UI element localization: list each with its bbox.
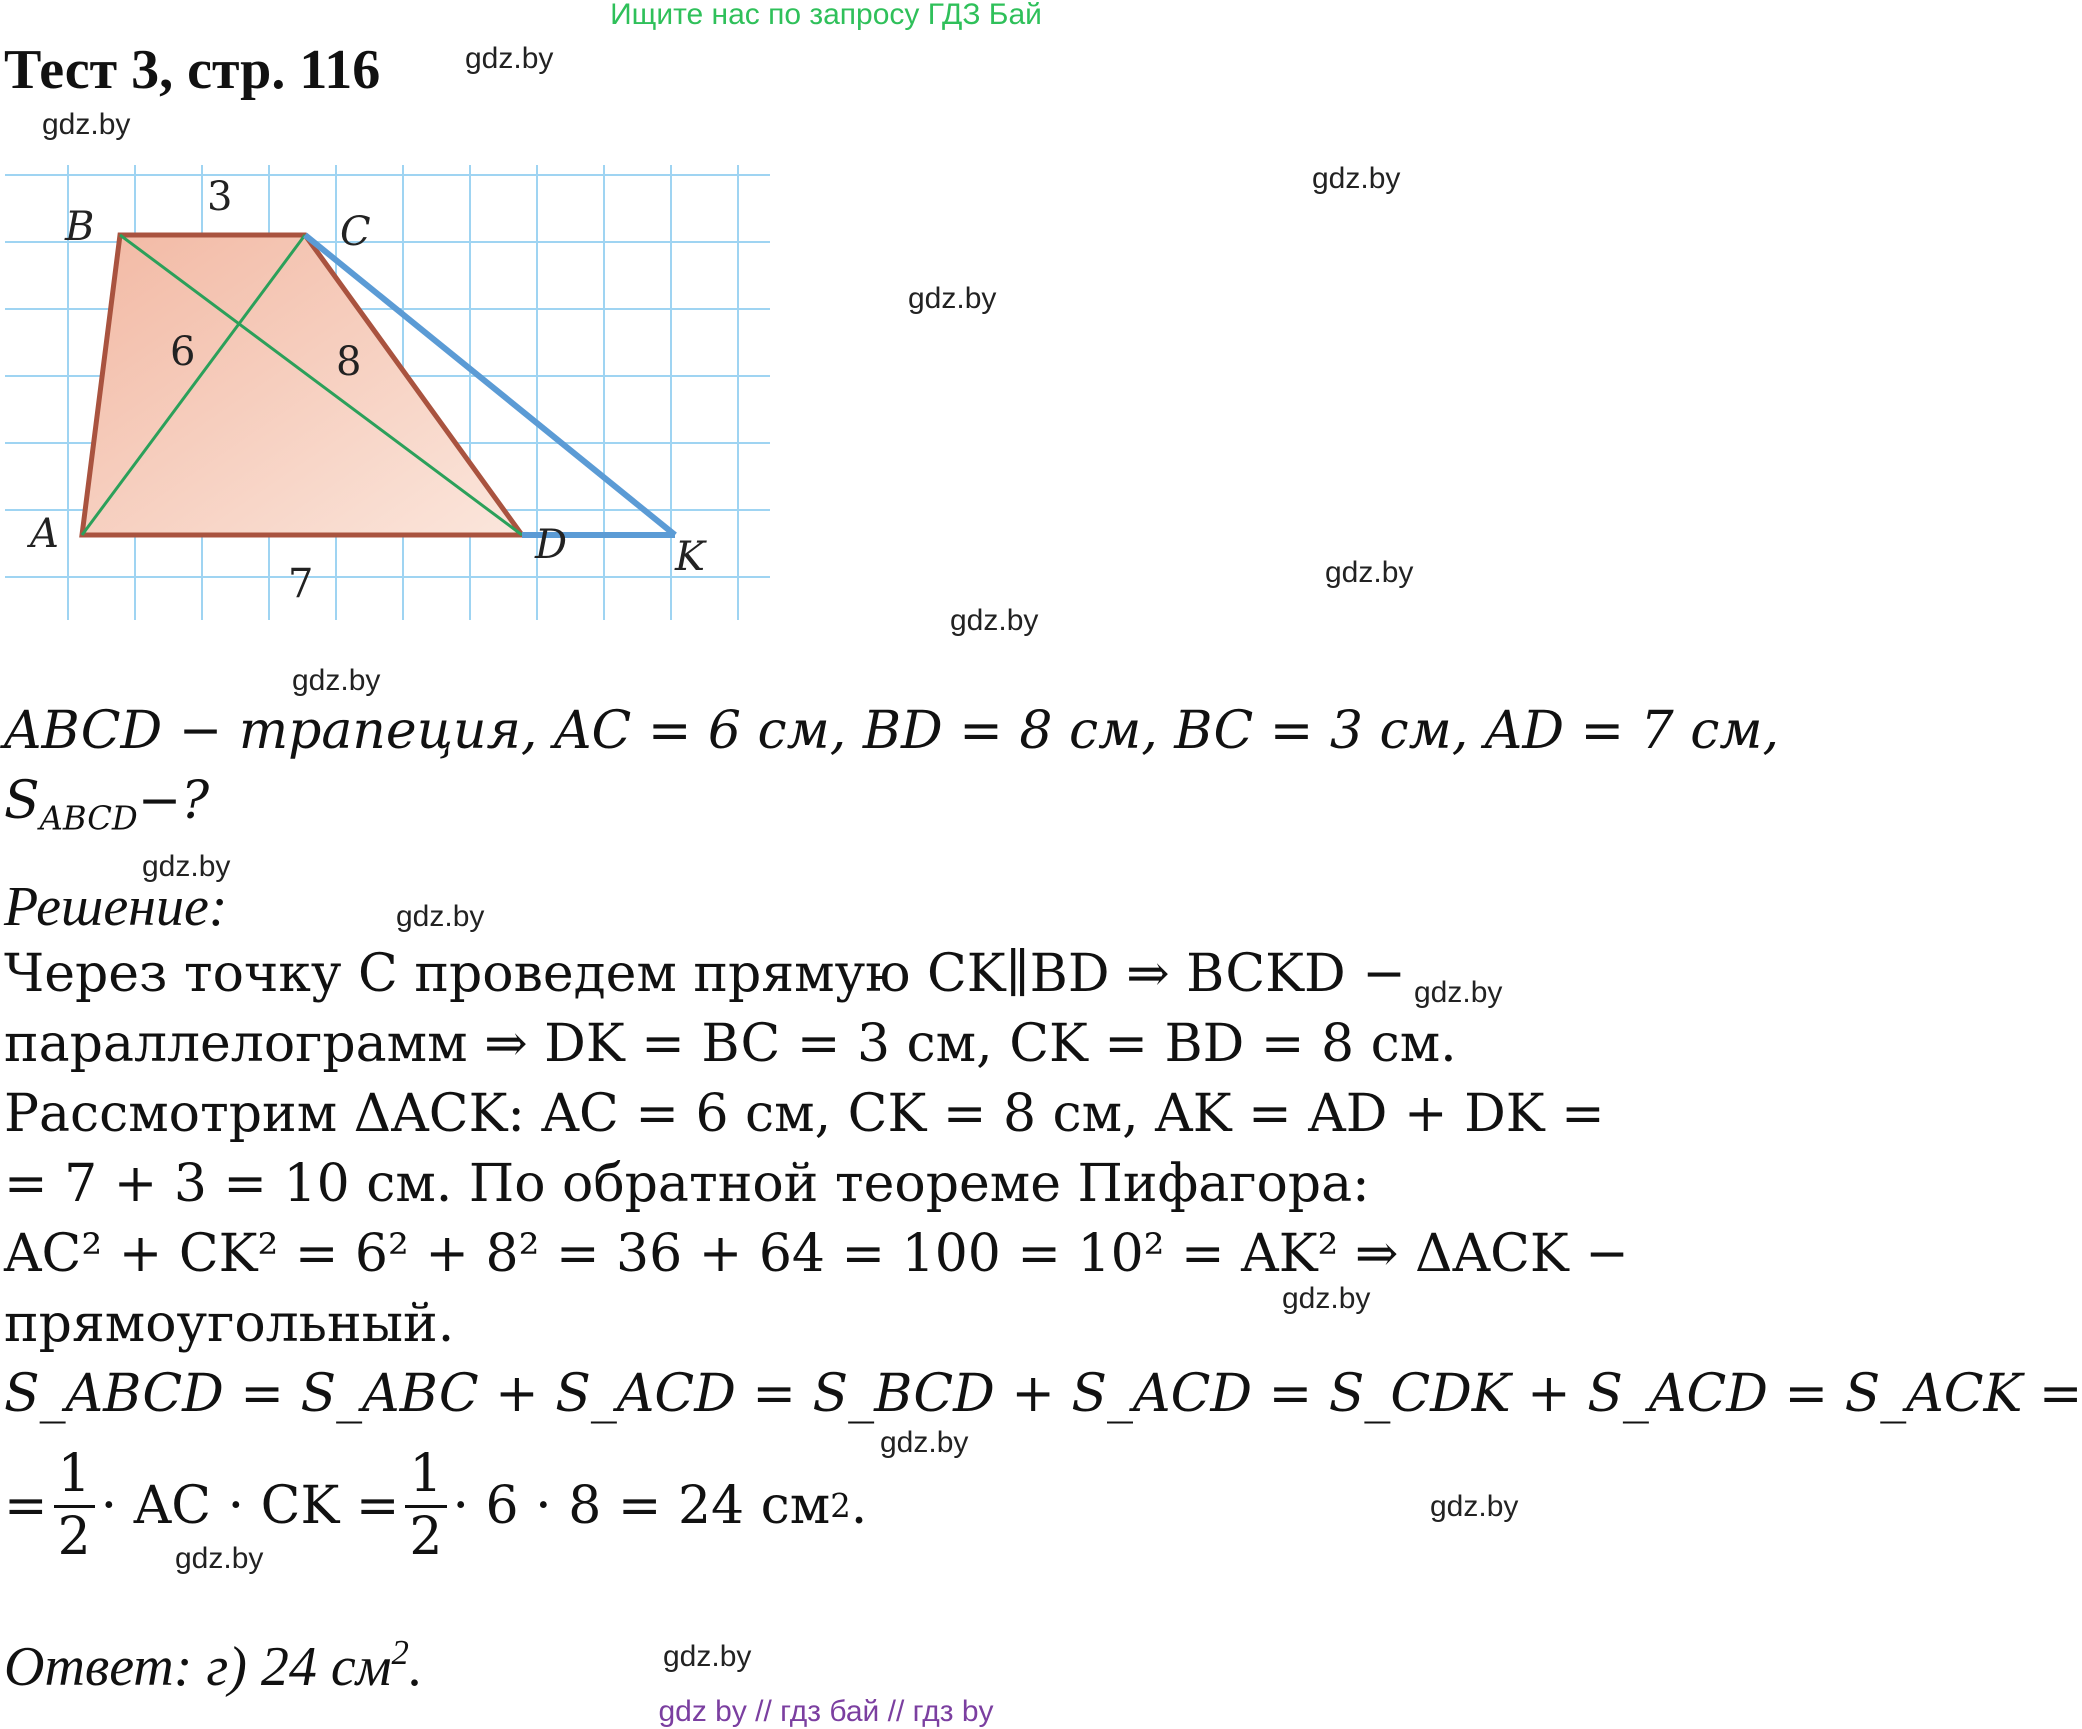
watermark: gdz.by (292, 664, 381, 697)
product-expression: · AC · CK = (100, 1476, 400, 1537)
vertex-b-label: B (65, 204, 95, 250)
fraction-numerator: 1 (54, 1445, 95, 1508)
trapezoid-figure (0, 165, 780, 625)
watermark: gdz.by (1312, 162, 1401, 195)
fraction-numerator: 1 (405, 1445, 446, 1508)
length-bd-label: 8 (336, 339, 362, 385)
equals-sign: = (4, 1476, 48, 1537)
trapezoid-abcd (82, 235, 522, 535)
solution-line-3: Рассмотрим ΔACK: AC = 6 см, CK = 8 см, AK = AD + DK = (4, 1084, 1605, 1144)
vertex-a-label: A (30, 511, 59, 557)
question-mark: −? (137, 771, 210, 831)
solution-heading: Решение: (4, 876, 228, 938)
watermark: gdz.by (1282, 1282, 1371, 1315)
area-symbol: S (4, 771, 40, 831)
watermark: gdz.by (465, 42, 554, 75)
watermark: gdz.by (175, 1542, 264, 1575)
problem-line-2 (4, 771, 210, 838)
answer-superscript: 2 (391, 1633, 409, 1673)
watermark: gdz.by (1414, 976, 1503, 1009)
fraction-denominator: 2 (409, 1506, 443, 1567)
watermark: gdz.by (1430, 1490, 1519, 1523)
result-expression: · 6 · 8 = 24 см (452, 1476, 831, 1537)
length-bc-label: 3 (207, 174, 233, 220)
solution-line-1: Через точку C проведем прямую CK∥BD ⇒ BCKD − (4, 944, 1406, 1004)
answer-end: . (408, 1636, 423, 1698)
area-subscript: ABCD (39, 799, 138, 838)
fraction-denominator: 2 (57, 1506, 91, 1567)
vertex-d-label: D (535, 522, 568, 568)
fraction-one-half (405, 1445, 446, 1568)
solution-line-6: прямоугольный. (4, 1294, 455, 1354)
search-hint-link[interactable]: Ищите нас по запросу ГДЗ Бай (610, 0, 1042, 31)
fraction-one-half (54, 1445, 95, 1568)
watermark: gdz.by (663, 1640, 752, 1673)
solution-line-4: = 7 + 3 = 10 см. По обратной теореме Пифагора: (4, 1154, 1370, 1214)
watermark: gdz.by (908, 282, 997, 315)
problem-line-1: ABCD − трапеция, AC = 6 см, BD = 8 см, BC = 3 см, AD = 7 см, (4, 701, 1780, 761)
watermark: gdz.by (396, 900, 485, 933)
watermark: gdz.by (42, 108, 131, 141)
length-ad-label: 7 (288, 561, 314, 607)
watermark: gdz.by (950, 604, 1039, 637)
solution-line-8: = $\frac{1}{2}$ · AC · CK = $\frac{1}{2}$ · 6 · 8 = 24 см 2 . (4, 1444, 868, 1567)
watermark: gdz.by (142, 850, 231, 883)
answer-line (4, 1635, 423, 1699)
vertex-k-label: K (675, 534, 705, 580)
solution-line-5: AC² + CK² = 6² + 8² = 36 + 64 = 100 = 10² = AK² ⇒ ΔACK − (4, 1224, 1629, 1284)
solution-line-7: S_ABCD = S_ABC + S_ACD = S_BCD + S_ACD = S_CDK + S_ACD = S_ACK = (4, 1364, 2082, 1424)
length-ac-label: 6 (170, 329, 196, 375)
page-title: Тест 3, стр. 116 (4, 39, 381, 101)
watermark: gdz.by (1325, 556, 1414, 589)
answer-text: Ответ: г) 24 см (4, 1636, 392, 1698)
watermark: gdz.by (880, 1426, 969, 1459)
footer-links[interactable]: gdz by // гдз бай // гдз by (658, 1695, 994, 1728)
period: . (850, 1476, 868, 1537)
solution-line-2: параллелограмм ⇒ DK = BC = 3 см, CK = BD = 8 см. (4, 1014, 1457, 1074)
vertex-c-label: C (340, 209, 371, 255)
